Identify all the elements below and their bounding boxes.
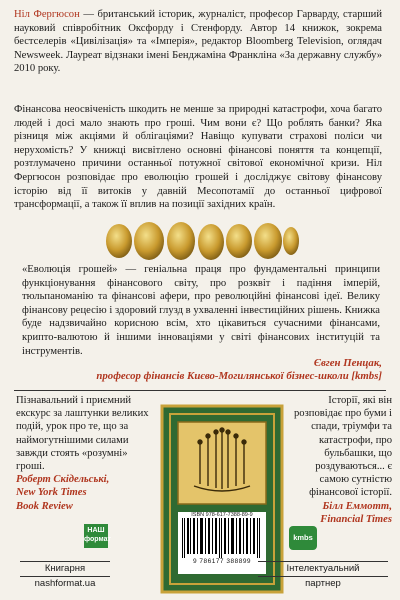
book-description: Фінансова неосвіченість шкодить не менше за природні катастрофи, хоча багато людей і досі мало знають про гроші. Чим вони є? Що роблять банки? Яка різниця між акціями й облігаціями? Навіщо купувати страхові поліси чи нерухомість? У книжці висвітлено основні фінансові поняття та концепції, розтлумачено причини останньої потужної світової економічної кризи. Ніл Фергюсон розповідає про еволюцію грошей і досліджує світову фінансову історію від її витоків у давній Месопотамії до останньої цифрової трансформації, а також її вплив на позиції західних країн. (14, 104, 382, 211)
publisher-left-url: nashformat.ua (34, 578, 96, 589)
main-review-role: професор фінансів Києво-Могилянської бізнес-школи [kmbs] (96, 370, 382, 382)
publisher-right-name-2: партнер (305, 578, 341, 589)
coin-7 (283, 227, 299, 255)
publisher-right (258, 560, 388, 590)
review-left-source: New York Times (16, 487, 87, 499)
isbn-text: ISBN 978-617-7388-89-9 (191, 512, 253, 518)
author-name: Ніл Фергюсон (14, 9, 80, 20)
barcode-number: 9 786177 388899 (192, 558, 252, 565)
review-right-source: Financial Times (320, 513, 392, 525)
coin-6 (254, 223, 282, 259)
coin-3 (167, 222, 195, 260)
barcode-bars (180, 518, 264, 558)
review-left-source-2: Book Review (16, 500, 73, 512)
review-right-text: Історії, які він розповідає про буми і спади, тріумфи та катастрофи, про бульбашки, що роздуваються... є самою сутністю фінансової історії. (294, 395, 392, 499)
main-review: «Еволюція грошей» — геніальна праця про фундаментальні принципи функціонування фінансового світу, про розквіт і падіння імперій, тюльпаноманію та фінансові афери, про революційні фінансові ідеї. Велику фінансову рецесію і здоровий глузд в ухваленні інвестиційних рішень. Книжка буде надзвичайно корисною всім, хто цікавиться сучасними фінансами, крипто-валютою й іншими інноваціями у світі фінансових інституцій та інструментів. (22, 264, 380, 357)
coins-illustration (103, 217, 299, 263)
publisher-left-rule-top (20, 561, 110, 562)
review-right (292, 394, 392, 526)
kmbs-logo: kmbs (289, 526, 317, 550)
review-right-author: Білл Еммотт, (322, 500, 392, 512)
coin-1 (106, 224, 132, 258)
publisher-left-rule-bottom (20, 576, 110, 577)
publisher-left-name: Книгарня (44, 563, 86, 574)
author-bio (14, 8, 382, 76)
publisher-right-name-1: Інтелектуальний (286, 563, 360, 574)
coin-2 (134, 222, 164, 260)
review-left-text: Пізнавальний і приємний екскурс за лаштунки великих подій, урок про те, що за наймогутнішими силами завжди стоять «розумні» гроші. (16, 395, 149, 473)
divider (14, 390, 386, 391)
main-review-author: Євген Пенцак, (313, 357, 382, 369)
author-bio-text: — британський історик, журналіст, професор Гарварду, старший науковий співробітник Оксфорду і Стенфорду. Автор 14 книжок, зокрема бестселерів «Цивілізація» та «Імперія», редактор Bloomberg Television, оглядач Newsweek. Лауреат відзнаки імені Бенджаміна Франкліна «За державну службу» 2010 року. (14, 9, 382, 75)
coin-4 (198, 224, 224, 260)
coin-5 (226, 224, 252, 258)
review-left-author: Роберт Скідельські, (16, 474, 110, 486)
barcode (180, 512, 264, 572)
nash-format-logo: НАШ формат (84, 524, 108, 548)
review-left (16, 394, 156, 513)
publisher-right-rule-top (258, 561, 388, 562)
publisher-right-rule-bottom (258, 576, 388, 577)
publisher-left (20, 560, 110, 590)
